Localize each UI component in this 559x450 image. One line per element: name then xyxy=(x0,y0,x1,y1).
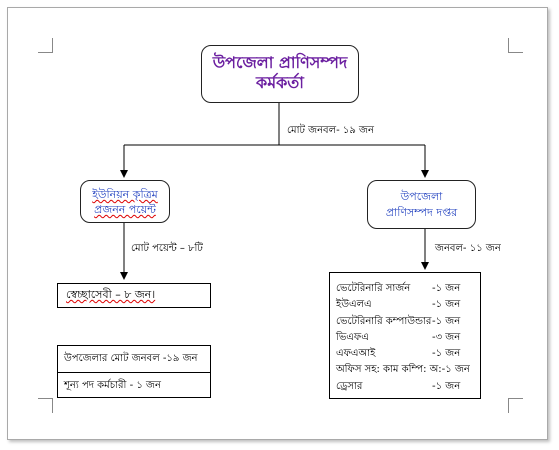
staff-label: ভেটেরিনারি সার্জন xyxy=(336,283,411,294)
staff-label: ভেটেরিনারি কম্পাউন্ডার xyxy=(336,315,432,327)
staff-label: এফএআই xyxy=(336,348,376,360)
top-box-line2: কর্মকর্তা xyxy=(256,73,304,92)
top-box-line1: উপজেলা প্রাণিসম্পদ xyxy=(212,53,348,72)
summary-table xyxy=(57,345,211,398)
staff-count: -১ জন xyxy=(441,364,470,376)
left-box-line2: প্রজনন পয়েন্ট xyxy=(94,203,156,216)
office-manpower-label: জনবল- ১১ জন xyxy=(435,243,501,254)
right-box-line2: প্রাণিসম্পদ দপ্তর xyxy=(385,206,458,219)
staff-row xyxy=(336,281,476,297)
total-points-label: মোট পয়েন্ট – ৮টি xyxy=(131,243,203,254)
staff-list xyxy=(329,272,481,399)
staff-count: -১ জন xyxy=(432,348,461,360)
staff-label: ভিএফএ xyxy=(336,331,369,343)
volunteer-text: স্বেচ্ছাসেবী – ৮ জন। xyxy=(66,288,156,301)
staff-row xyxy=(336,297,476,313)
staff-count: -৩ জন xyxy=(432,331,461,343)
staff-row xyxy=(336,314,476,330)
summary-row-vacant: শূন্য পদ কর্মচারী - ১ জন xyxy=(64,380,161,391)
staff-row xyxy=(336,362,476,378)
staff-count: -১ জন xyxy=(432,283,461,294)
upazila-officer-box xyxy=(201,45,359,103)
total-manpower-label: মোট জনবল- ১৯ জন xyxy=(287,125,374,136)
staff-row xyxy=(336,346,476,362)
staff-row xyxy=(336,330,476,346)
staff-count: -১ জন xyxy=(432,380,461,392)
right-box-line1: উপজেলা xyxy=(400,190,443,203)
summary-row-total: উপজেলার মোট জনবল -১৯ জন xyxy=(58,346,210,373)
staff-row xyxy=(336,379,476,395)
upazila-office-box xyxy=(367,180,476,229)
staff-label: ড্রেসার xyxy=(336,380,363,392)
staff-label: ইউএলএ xyxy=(336,299,372,311)
staff-label: অফিস সহ: কাম কম্পি: অ: xyxy=(336,364,442,376)
staff-count: -১ জন xyxy=(432,299,461,311)
volunteer-box xyxy=(57,283,211,308)
left-box-line1: ইউনিয়ন কৃত্রিম xyxy=(92,188,158,201)
staff-count: -১ জন xyxy=(432,315,461,327)
union-ai-point-box xyxy=(80,180,170,223)
